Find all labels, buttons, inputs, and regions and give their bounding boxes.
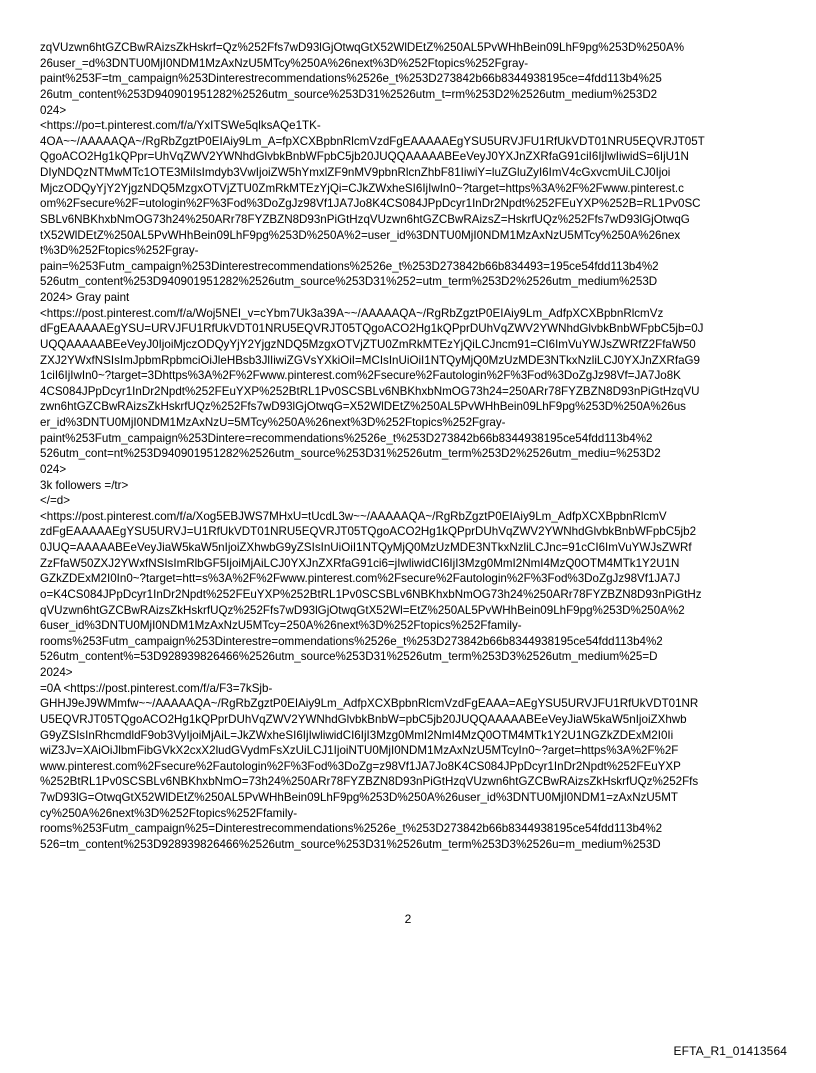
text-line: 526=tm_content%253D928939826466%2526utm_source%253D31%2526utm_term%253D3%2526u=m_medium%253D bbox=[40, 837, 661, 851]
text-line: 7wD93lG=OtwqGtX52WlDEtZ%250AL5PvWHhBein09LhF9pg%253D%250A%26user_id%3DNTU0MjI0NDM1=zAxNzU5MT bbox=[40, 791, 678, 804]
text-line: rooms%253Futm_campaign%253Dinterestre=ommendations%2526e_t%253D273842b66b8344938195ce54fdd113b4%2 bbox=[40, 634, 663, 648]
text-line: 6user_id%3DNTU0MjI0NDM1MzAxNzU5MTcy=250A%26next%3D%252Ftopics%252Ffamily- bbox=[40, 619, 522, 633]
text-line: 2024> bbox=[40, 666, 73, 679]
text-line: zdFgEAAAAAEgYSU5URVJ=U1RfUkVDT01NRU5EQVRJT05TQgoACO2Hg1kQPprDUhVqZWV2YWNhdGlvbkBnbWFpbC5jb2 bbox=[40, 525, 697, 539]
text-line: MjczODQyYjY2YjgzNDQ5MzgxOTVjZTU0ZmRkMTEzYjQi=CJkZWxheSI6IjIwIn0~?target=https%3A%2F%2Fwww.pinterest.c bbox=[40, 181, 684, 195]
text-line: 526utm_content%253D940901951282%2526utm_source%253D31%252=utm_term%253D2%2526utm_medium%253D bbox=[40, 275, 658, 289]
text-line: 0JUQ=AAAAABEeVeyJiaW5kaW5nIjoiZXhwbG9yZSIsInUiOiI1NTQyMjQ0MzUzMDE3NTkxNzliLCJnc=91cCI6ImVuYWJsZWRf bbox=[40, 541, 692, 554]
text-line: U5EQVRJT05TQgoACO2Hg1kQPprDUhVqZWV2YWNhdGlvbkBnbW=pbC5jb20JUQQAAAAABEeVeyJiaW5kaW5nIjoiZXhwb bbox=[40, 712, 687, 726]
text-line: QgoACO2Hg1kQPpr=UhVqZWV2YWNhdGlvbkBnbWFpbC5jb20JUQQAAAAABEeVeyJ0YXJnZXRfaG91ciI6IjIwIiwidS=6IjU1N bbox=[40, 150, 689, 164]
text-line: 4CS084JPpDcyr1InDr2Npdt%252FEuYXP%252BtRL1Pv0SCSBLv6NBKhxbNmOG73h24=250ARr78FYZBZN8D93nPiGtHzqVU bbox=[40, 384, 700, 398]
text-line: ZXJ2YWxfNSIsImJpbmRpbmciOiJleHBsb3JlIiwiZGVsYXkiOiI=MCIsInUiOiI1NTQyMjQ0MzUzMDE3NTkxNzliLCJ0YXJnZXRfaG9 bbox=[40, 353, 700, 367]
text-line: er_id%3DNTU0MjI0NDM1MzAxNzU=5MTcy%250A%26next%3D%252Ftopics%252Fgray- bbox=[40, 416, 506, 429]
text-line: <https://po=t.pinterest.com/f/a/YxITSWe5qlksAQe1TK- bbox=[40, 119, 321, 133]
text-line: cy%250A%26next%3D%252Ftopics%252Ffamily- bbox=[40, 806, 298, 820]
text-line: GZkZDExM2I0In0~?target=htt=s%3A%2F%2Fwww.pinterest.com%2Fsecure%2Fautologin%2F%3Fod%3DoZgJz98Vf1JA7J bbox=[40, 572, 681, 586]
text-line: GHHJ9eJ9WMmfw~~/AAAAAQA~/RgRbZgztP0EIAiy9Lm_AdfpXCXBpbnRlcmVzdFgEAAA=AEgYSU5URVJFU1RfUkVDT01NR bbox=[40, 697, 699, 711]
text-line: 024> bbox=[40, 462, 67, 476]
text-line: 3k followers =/tr> bbox=[40, 478, 129, 492]
text-line: dFgEAAAAAEgYSU=URVJFU1RfUkVDT01NRU5EQVRJT05TQgoACO2Hg1kQPprDUhVqZWV2YWNhdGlvbkBnbWFpbC5jb=0J bbox=[40, 322, 704, 336]
text-line: 526utm_cont=nt%253D940901951282%2526utm_source%253D31%2526utm_term%253D2%2526utm_mediu=%253D2 bbox=[40, 447, 661, 461]
text-line: =0A <https://post.pinterest.com/f/a/F3=7kSjb- bbox=[40, 681, 273, 695]
text-line: 024> bbox=[40, 103, 67, 117]
text-line: 526utm_content%=53D928939826466%2526utm_source%253D31%2526utm_term%253D3%2526utm_medium%25=D bbox=[40, 650, 658, 664]
text-line: zwn6htGZCBwRAizsZkHskrfUQz%252Ffs7wD93lGjOtwqG=X52WlDEtZ%250AL5PvWHhBein09LhF9pg%253D%250A%26us bbox=[40, 400, 686, 414]
text-line: o=K4CS084JPpDcyr1InDr2Npdt%252FEuYXP%252BtRL1Pv0SCSBLv6NBKhxbNmOG73h24%250ARr78FYZBZN8D93nPiGtHz bbox=[40, 587, 702, 601]
text-line: 2024> Gray paint bbox=[40, 291, 130, 304]
document-id: EFTA_R1_01413564 bbox=[673, 1044, 787, 1058]
text-line: 4OA~~/AAAAAQA~/RgRbZgztP0EIAiy9Lm_A=fpXCXBpbnRlcmVzdFgEAAAAAEgYSU5URVJFU1RfUkVDT01NRU5EQVRJT05T bbox=[40, 134, 705, 148]
text-line: ZzFfaW50ZXJ2YWxfNSIsImRlbGF5IjoiMjAiLCJ0YXJnZXRfaG91ci6=jIwliwidCI6IjI3Mzg0MmI2NmI4MzQ0OTM4MTk1Y2U1N bbox=[40, 556, 680, 570]
text-line: om%2Fsecure%2F=utologin%2F%3Fod%3DoZgJz98Vf1JA7Jo8K4CS084JPpDcyr1InDr2Npdt%252FEuYXP%252B=RL1Pv0SC bbox=[40, 197, 701, 211]
text-line: 26user_=d%3DNTU0MjI0NDM1MzAxNzU5MTcy%250A%26next%3D%252Ftopics%252Fgray- bbox=[40, 56, 529, 70]
text-line: G9yZSIsInRhcmdldF9ob3VyIjoiMjAiL=JkZWxheSI6IjIwliwidCI6IjI3Mzg0MmI2NmI4MzQ0OTM4MTk1Y2U1NGZkZDExM2I0Ii bbox=[40, 728, 674, 742]
text-line: rooms%253Futm_campaign%25=Dinterestrecommendations%2526e_t%253D273842b66b8344938195ce54fdd113b4%2 bbox=[40, 822, 663, 836]
text-line: DIyNDQzNTMwMTc1OTE3MiIsImdyb3VwIjoiZW5hYmxlZF9nMV9pbnRlcnZhbF81IiwiY=luZGluZyI6ImV4cGxvcmUiLCJ0Ijoi bbox=[40, 166, 671, 179]
page-number: 2 bbox=[404, 912, 412, 926]
text-line: <https://post.pinterest.com/f/a/Xog5EBJWS7MHxU=tUcdL3w~~/AAAAAQA~/RgRbZgztP0EIAiy9Lm_AdfpXCXBpbnRlcmV bbox=[40, 509, 667, 523]
text-line: </=d> bbox=[40, 494, 70, 508]
text-line: t%3D%252Ftopics%252Fgray- bbox=[40, 244, 199, 258]
document-body bbox=[40, 40, 780, 853]
text-line: tX52WlDEtZ%250AL5PvWHhBein09LhF9pg%253D%250A%2=user_id%3DNTU0MjI0NDM1MzAxNzU5MTcy%250A%26nex bbox=[40, 228, 681, 242]
text-line: qVUzwn6htGZCBwRAizsZkHskrfUQz%252Ffs7wD93lGjOtwqGtX52Wl=EtZ%250AL5PvWHhBein09LhF9pg%253D%250A%2 bbox=[40, 603, 685, 617]
text-line: www.pinterest.com%2Fsecure%2Fautologin%2F%3Fod%3DoZg=z98Vf1JA7Jo8K4CS084JPpDcyr1InDr2Npdt%252FEuYXP bbox=[40, 759, 681, 773]
text-line: wiZ3Jv=XAiOiJlbmFibGVkX2cxX2ludGVydmFsXzUiLCJ1IjoiNTU0MjI0NDM1MzAxNzU5MTcyIn0~?arget=https%3A%2F%2F bbox=[40, 744, 679, 758]
text-line: 26utm_content%253D940901951282%2526utm_source%253D31%2526utm_t=rm%253D2%2526utm_medium%253D2 bbox=[40, 87, 658, 101]
text-line: %252BtRL1Pv0SCSBLv6NBKhxbNmO=73h24%250ARr78FYZBZN8D93nPiGtHzqVUzwn6htGZCBwRAizsZkHskrfUQz%252Ffs bbox=[40, 775, 699, 789]
text-line: paint%253Futm_campaign%253Dintere=recommendations%2526e_t%253D273842b66b8344938195ce54fdd113b4%2 bbox=[40, 431, 653, 445]
text-line: <https://post.pinterest.com/f/a/Woj5NEI_v=cYbm7Uk3a39A~~/AAAAAQA~/RgRbZgztP0EIAiy9Lm_AdfpXCXBpbnRlcmVz bbox=[40, 306, 664, 320]
text-line: SBLv6NBKhxbNmOG73h24%250ARr78FYZBZN8D93nPiGtHzqVUzwn6htGZCBwRAizsZ=HskrfUQz%252Ffs7wD93lGjOtwqG bbox=[40, 212, 690, 226]
text-line: pain=%253Futm_campaign%253Dinterestrecommendations%2526e_t%253D273842b66b834493=195ce54fdd113b4%2 bbox=[40, 259, 659, 273]
text-line: paint%253F=tm_campaign%253Dinterestrecommendations%2526e_t%253D273842b66b8344938195ce=4fdd113b4%25 bbox=[40, 72, 662, 86]
text-line: UQQAAAAABEeVeyJ0IjoiMjczODQyYjY2YjgzNDQ5MzgxOTVjZTU0ZmRkMTEzYjQiLCJncm91=CI6ImVuYWJsZWRfZ2FfaW50 bbox=[40, 337, 696, 351]
text-line: 1ciI6IjIwIn0~?target=3Dhttps%3A%2F%2Fwww.pinterest.com%2Fsecure%2Fautologin%2F%3Fod%3DoZgJz98Vf=JA7Jo8K bbox=[40, 369, 681, 383]
text-line: zqVUzwn6htGZCBwRAizsZkHskrf=Qz%252Ffs7wD93lGjOtwqGtX52WlDEtZ%250AL5PvWHhBein09LhF9pg%253D%250A% bbox=[40, 41, 685, 54]
